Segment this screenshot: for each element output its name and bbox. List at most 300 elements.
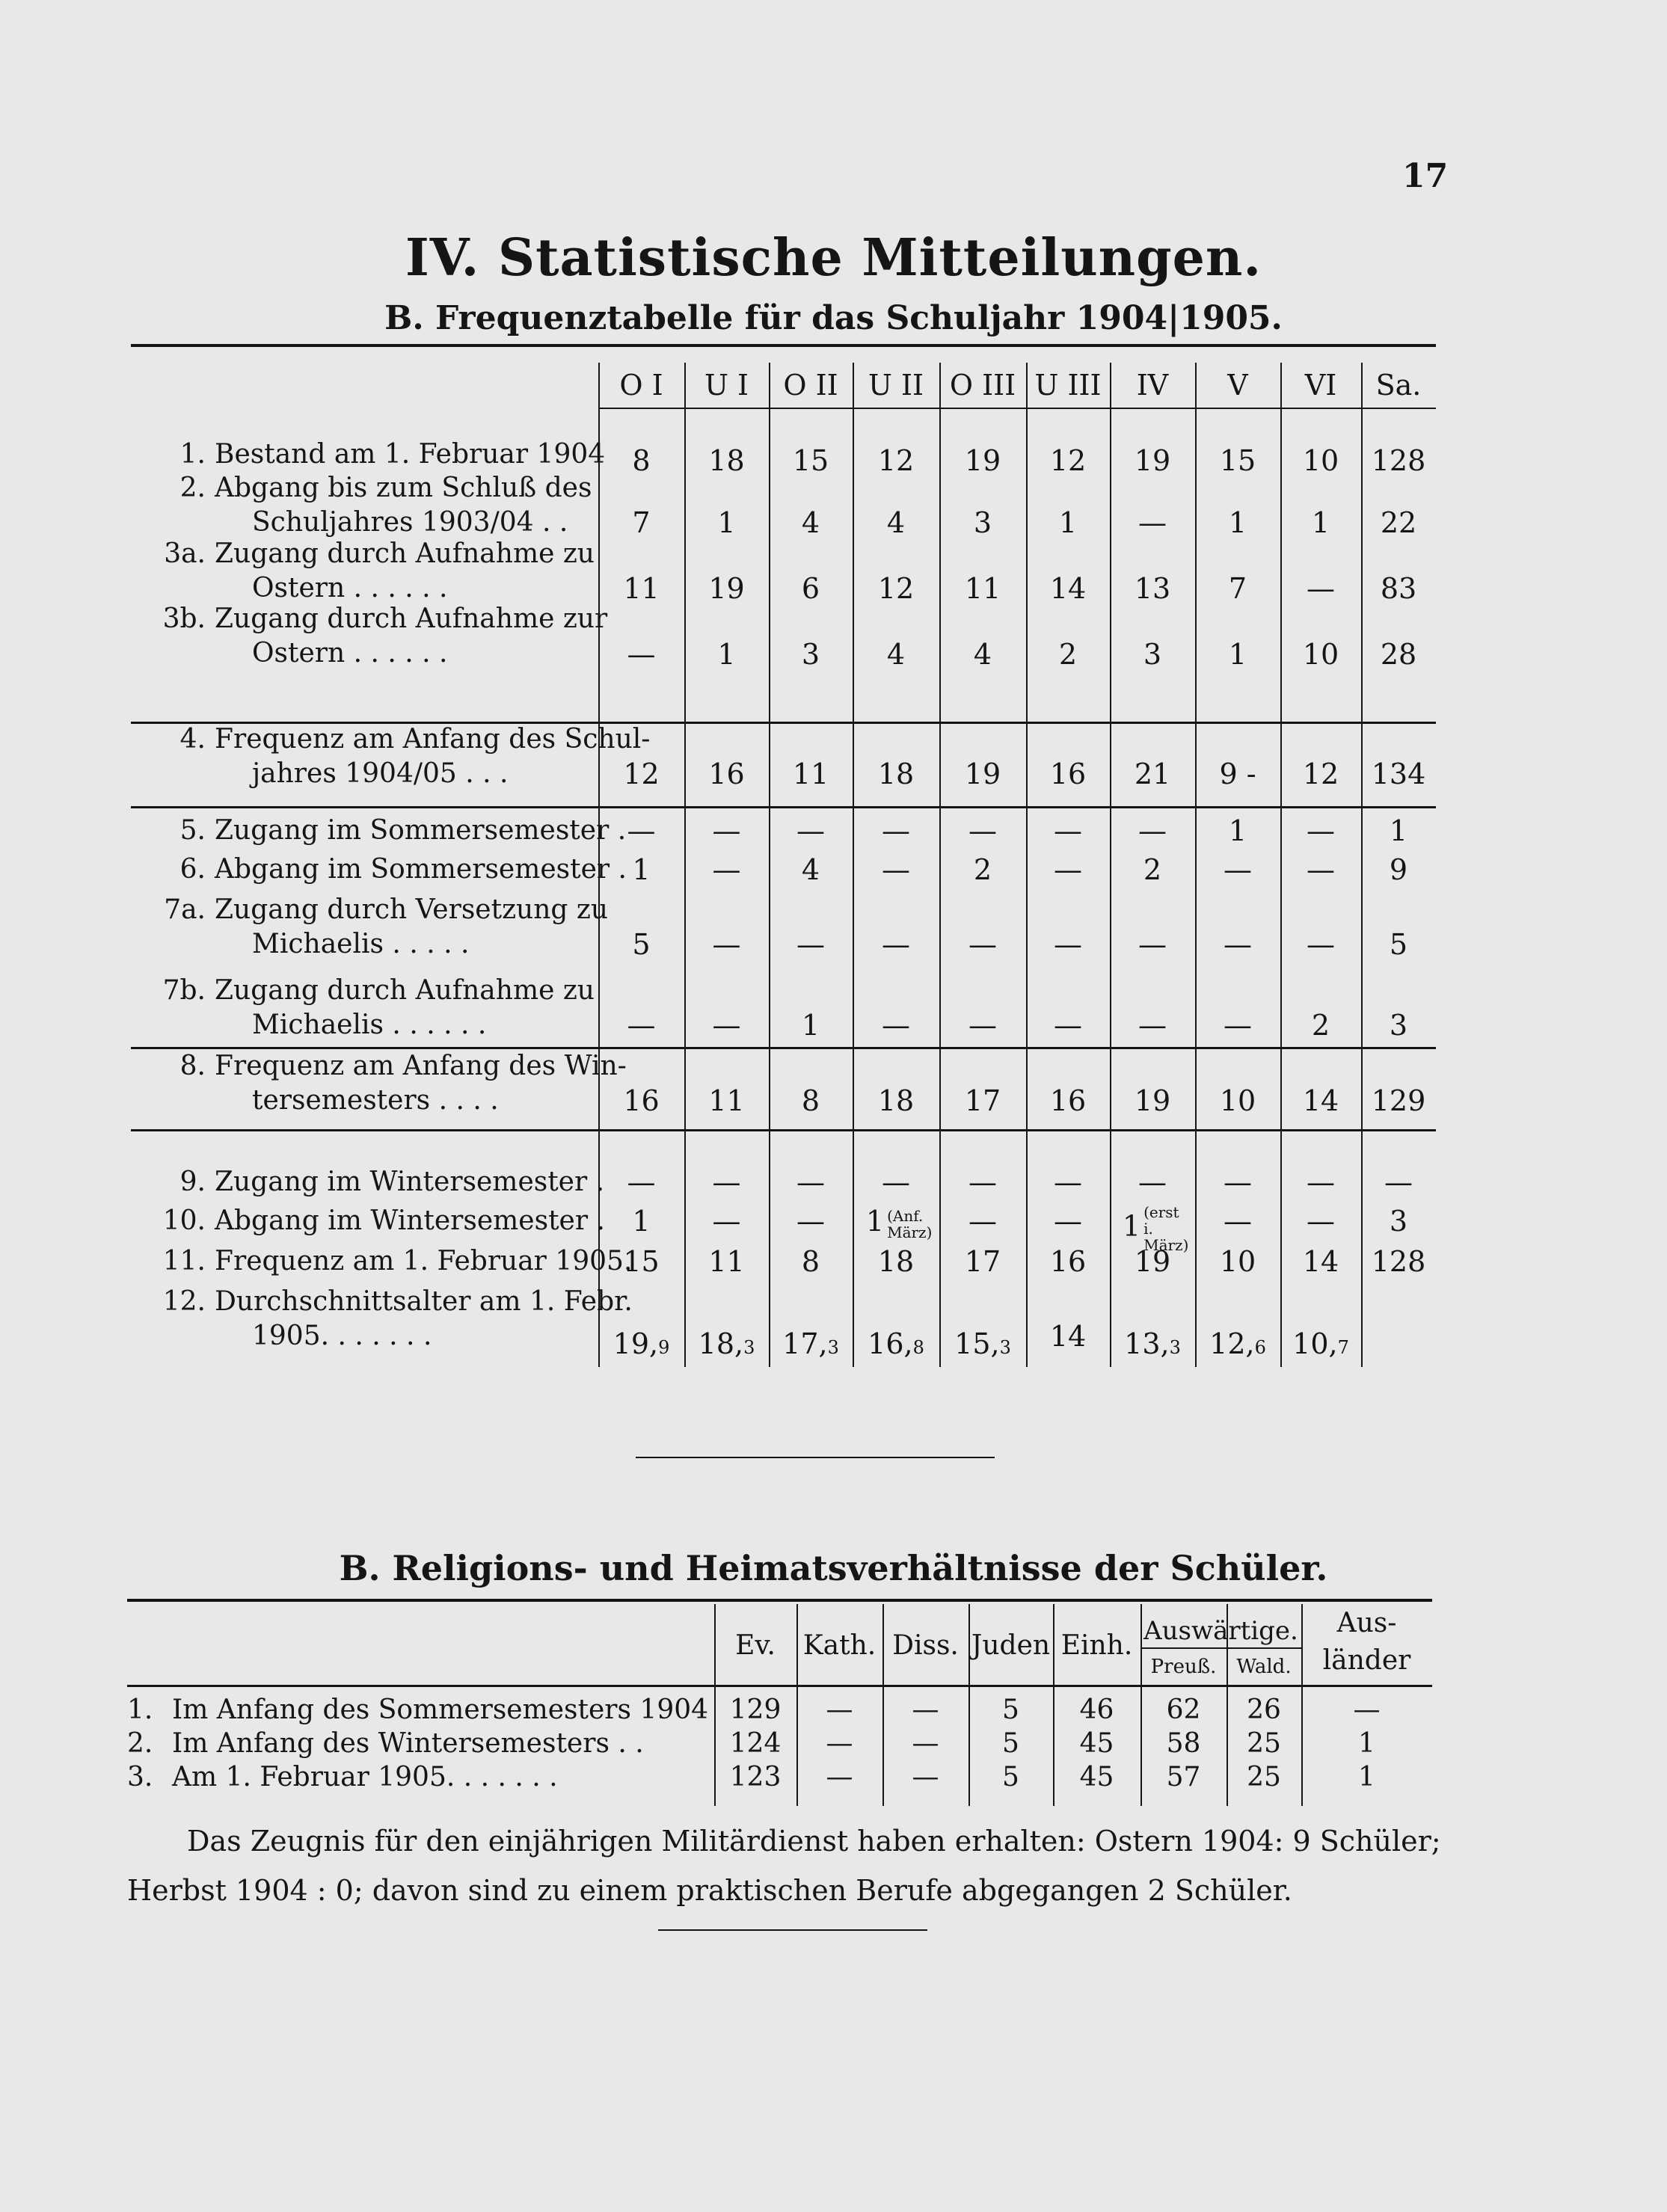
- table1-cell: [598, 1008, 684, 1042]
- table2-column-header: Preuß.: [1150, 1656, 1217, 1678]
- table1-row-label: [131, 1244, 633, 1279]
- cell-value: 18: [877, 1245, 915, 1278]
- table1-cell: [1026, 506, 1110, 540]
- table1-cell: [769, 757, 853, 791]
- row-number: 11.: [162, 1246, 206, 1276]
- cell-note: (Anf. März): [887, 1206, 933, 1241]
- table1-cell: [1280, 506, 1361, 540]
- table2-row-label: [127, 1694, 708, 1727]
- table2-column-header: Ev.: [735, 1630, 776, 1661]
- row-label-text: tersemesters . . . .: [252, 1085, 499, 1116]
- cell-value: —: [796, 928, 825, 961]
- cell-value: —: [1307, 572, 1335, 605]
- table1-cell: [853, 1244, 939, 1279]
- cell-value: —: [1138, 1166, 1167, 1199]
- cell-value: 9: [1389, 853, 1408, 886]
- table1-cell: [598, 1165, 684, 1199]
- table2-column-header: Juden: [971, 1630, 1051, 1661]
- table1-cell: [939, 852, 1026, 887]
- cell-value: 1: [632, 853, 651, 886]
- table1-cell: [598, 1204, 684, 1238]
- cell-value: 3: [1389, 1205, 1408, 1238]
- cell-value: —: [968, 814, 997, 847]
- cell-value: 19: [708, 572, 745, 605]
- cell-value: —: [882, 814, 910, 847]
- cell-value: 18: [877, 1084, 915, 1117]
- table1-row-label: [131, 506, 595, 540]
- age-decimal: 8: [912, 1337, 924, 1358]
- table2-column-header: länder: [1322, 1645, 1411, 1676]
- cell-value: 1: [717, 506, 736, 539]
- table1-cell: [1026, 757, 1110, 791]
- table2-cell: 129: [729, 1695, 782, 1725]
- cell-value: 12: [623, 758, 660, 790]
- cell-value: —: [712, 853, 741, 886]
- table1-cell: [1361, 927, 1436, 962]
- cell-value: 129: [1371, 1084, 1426, 1117]
- cell-note: (erst i. März): [1143, 1203, 1189, 1254]
- age-decimal: 6: [1254, 1337, 1266, 1358]
- table1-cell: [769, 571, 853, 606]
- table2-cell: 57: [1166, 1762, 1201, 1792]
- row-number: 2.: [179, 473, 206, 503]
- table1-cell: [1026, 571, 1110, 606]
- table1-cell: [1361, 1165, 1436, 1199]
- table1-header-rule: [598, 408, 1436, 409]
- cell-value: 15: [792, 444, 829, 477]
- table1-cell: [684, 1327, 769, 1365]
- cell-value: 15: [623, 1245, 660, 1278]
- table1-column-header: O II: [783, 369, 838, 402]
- cell-value: 4: [801, 506, 820, 539]
- cell-value: —: [1054, 1009, 1082, 1042]
- table1-cell: [1110, 443, 1195, 478]
- table1-cell: [598, 637, 684, 672]
- table1-cell: [1026, 443, 1110, 478]
- cell-value: 11: [623, 572, 660, 605]
- table2-cell: —: [912, 1695, 939, 1725]
- table2-cell: 5: [1002, 1762, 1019, 1792]
- cell-value: 8: [632, 444, 651, 477]
- table1-group-rule: [131, 1129, 1436, 1131]
- cell-value: 7: [1228, 572, 1247, 605]
- cell-value: 12: [1049, 444, 1087, 477]
- row-label-text: Bestand am 1. Februar 1904: [215, 439, 606, 470]
- cell-value: 1: [1058, 506, 1078, 539]
- cell-value: 13: [1134, 572, 1171, 605]
- table1-cell: [1110, 757, 1195, 791]
- table1-cell: [1026, 1244, 1110, 1279]
- cell-value: —: [712, 1205, 741, 1238]
- cell-value: 14: [1049, 1320, 1087, 1353]
- cell-value: 3: [801, 638, 820, 671]
- age-value: 18,: [698, 1327, 744, 1360]
- table1-cell: [598, 927, 684, 962]
- table1-cell: [1195, 852, 1280, 887]
- table2-row-label: [127, 1727, 644, 1760]
- table1-cell: [1280, 927, 1361, 962]
- row-number: 4.: [179, 724, 206, 755]
- table1-cell: [598, 443, 684, 478]
- cell-value: 11: [708, 1245, 745, 1278]
- cell-value: 18: [708, 444, 745, 477]
- table2-title: B. Religions- und Heimatsverhältnisse der Schüler.: [339, 1548, 1328, 1588]
- table1-cell: [853, 1327, 939, 1365]
- age-value: 17,: [782, 1327, 828, 1360]
- cell-value: —: [796, 1166, 825, 1199]
- row-number: 3a.: [164, 538, 206, 569]
- cell-value: 16: [1049, 1245, 1087, 1278]
- row-number: 8.: [179, 1051, 206, 1081]
- table2-cell: —: [826, 1695, 853, 1725]
- cell-value: 3: [973, 506, 992, 539]
- table1-cell: [684, 1244, 769, 1279]
- cell-value: —: [968, 1205, 997, 1238]
- table1-cell: [1280, 1327, 1361, 1365]
- table2-column-header: Einh.: [1060, 1630, 1133, 1661]
- table1-cell: [939, 1204, 1026, 1238]
- age-decimal: 9: [658, 1337, 670, 1358]
- row-label-text: Im Anfang des Sommersemesters 1904: [172, 1695, 709, 1725]
- table1-cell: [1280, 443, 1361, 478]
- table1-cell: [853, 443, 939, 478]
- table1-cell: [684, 443, 769, 478]
- cell-value: 10: [1302, 638, 1339, 671]
- row-label-text: Michaelis . . . . .: [252, 929, 470, 959]
- cell-value: 1: [1228, 814, 1247, 847]
- table1-row-label: [131, 722, 651, 757]
- table2-aus-rule: [1141, 1647, 1301, 1649]
- table1-row-label: [131, 1285, 633, 1319]
- cell-value: 8: [801, 1084, 820, 1117]
- table1-cell: [1280, 1165, 1361, 1199]
- cell-value: 19: [1134, 1084, 1171, 1117]
- table1-cell: [769, 1244, 853, 1279]
- table1-column-header: U II: [868, 369, 924, 402]
- page-number: 17: [1402, 157, 1449, 195]
- table1-cell: [684, 927, 769, 962]
- table2-cell: 1: [1358, 1762, 1375, 1792]
- table1-cell: [769, 814, 853, 848]
- table2-cell: 5: [1002, 1695, 1019, 1725]
- table1-cell: [769, 1165, 853, 1199]
- age-decimal: 3: [827, 1337, 839, 1358]
- row-label-text: Am 1. Februar 1905. . . . . . .: [172, 1762, 558, 1792]
- table1-cell: [1195, 1204, 1280, 1238]
- table1-cell: [769, 927, 853, 962]
- cell-value: 5: [1389, 928, 1408, 961]
- table1-cell: [1361, 852, 1436, 887]
- age-decimal: 3: [999, 1337, 1011, 1358]
- cell-value: —: [1054, 1166, 1082, 1199]
- table1-row-label: [131, 571, 595, 606]
- table1-cell: [1280, 571, 1361, 606]
- cell-value: 16: [623, 1084, 660, 1117]
- table1-cell: [598, 1244, 684, 1279]
- cell-value: —: [968, 1166, 997, 1199]
- table1-cell: [598, 757, 684, 791]
- cell-value: —: [1384, 1166, 1413, 1199]
- table1-cell: [853, 571, 939, 606]
- table1-cell: [853, 927, 939, 962]
- cell-value: 4: [886, 506, 906, 539]
- table2-cell: 62: [1166, 1695, 1201, 1725]
- cell-value: 14: [1049, 572, 1087, 605]
- cell-value: —: [1138, 928, 1167, 961]
- table1-cell: [1361, 757, 1436, 791]
- table1-cell: [1026, 852, 1110, 887]
- row-label-text: Zugang im Wintersemester .: [215, 1167, 605, 1197]
- cell-value: 8: [801, 1245, 820, 1278]
- table1-cell: [684, 757, 769, 791]
- cell-value: 14: [1302, 1245, 1339, 1278]
- table2-header-rule: [127, 1685, 1432, 1687]
- row-number: 7b.: [162, 975, 206, 1006]
- age-value: 10,: [1292, 1327, 1338, 1360]
- cell-value: —: [796, 814, 825, 847]
- table1-column-header: O I: [619, 369, 663, 402]
- cell-value: —: [1224, 1205, 1252, 1238]
- short-rule-bottom: [658, 1929, 927, 1931]
- row-label-text: Zugang im Sommersemester .: [215, 815, 627, 846]
- table2-cell: 5: [1002, 1728, 1019, 1759]
- table2-cell: —: [1353, 1695, 1381, 1725]
- table1-cell: [853, 637, 939, 672]
- table1-group-rule: [131, 806, 1436, 808]
- table1-cell: [853, 1084, 939, 1118]
- table1-row-label: [131, 602, 608, 636]
- cell-value: 2: [1143, 853, 1162, 886]
- cell-value: 3: [1143, 638, 1162, 671]
- table1-cell: [939, 1165, 1026, 1199]
- table1-cell: [1026, 814, 1110, 848]
- cell-value: 19: [1134, 1245, 1171, 1278]
- row-label-text: Ostern . . . . . .: [252, 638, 448, 669]
- cell-value: 1: [1122, 1209, 1141, 1243]
- cell-value: 2: [1058, 638, 1078, 671]
- row-label-text: Zugang durch Aufnahme zu: [215, 975, 595, 1006]
- cell-value: 1: [632, 1205, 651, 1238]
- cell-value: 10: [1219, 1245, 1256, 1278]
- cell-value: 3: [1389, 1009, 1408, 1042]
- cell-value: —: [882, 1009, 910, 1042]
- row-label-text: Durchschnittsalter am 1. Febr.: [215, 1286, 633, 1317]
- row-label-text: Abgang bis zum Schluß des: [215, 473, 592, 503]
- table1-cell: [1361, 814, 1436, 848]
- table1-column-header: V: [1227, 369, 1248, 402]
- cell-value: —: [1307, 1166, 1335, 1199]
- cell-value: —: [1054, 814, 1082, 847]
- cell-value: 9 -: [1219, 758, 1256, 790]
- cell-value: —: [1307, 814, 1335, 847]
- age-decimal: 3: [743, 1337, 755, 1358]
- cell-value: —: [1224, 928, 1252, 961]
- table1-cell: [1195, 637, 1280, 672]
- age-value: 19,: [613, 1327, 659, 1360]
- table1-row-label: [131, 852, 627, 887]
- cell-value: 19: [964, 444, 1001, 477]
- cell-value: 4: [886, 638, 906, 671]
- table1-row-label: [131, 1204, 605, 1238]
- table1-row-label: [131, 537, 595, 571]
- row-number: 2.: [127, 1728, 153, 1759]
- row-label-text: Abgang im Sommersemester .: [215, 854, 627, 885]
- table2-cell: 46: [1079, 1695, 1114, 1725]
- table1-cell: [1280, 852, 1361, 887]
- table1-cell: [1195, 443, 1280, 478]
- table1-cell: [1110, 637, 1195, 672]
- page-title: IV. Statistische Mitteilungen.: [405, 228, 1262, 288]
- cell-value: —: [1138, 814, 1167, 847]
- table1-row-label: [131, 636, 595, 671]
- table1-cell: [853, 757, 939, 791]
- cell-value: 12: [877, 444, 915, 477]
- table2-cell: 25: [1247, 1728, 1281, 1759]
- table2-column-header: Aus-: [1336, 1608, 1397, 1638]
- cell-value: —: [1138, 506, 1167, 539]
- table1-cell: [684, 1204, 769, 1238]
- table1-cell: [1195, 571, 1280, 606]
- table1-column-header: O III: [949, 369, 1016, 402]
- age-decimal: 3: [1169, 1337, 1181, 1358]
- cell-value: —: [627, 1009, 656, 1042]
- cell-value: —: [882, 1166, 910, 1199]
- row-label-text: Zugang durch Versetzung zu: [215, 894, 609, 925]
- table2-cell: 45: [1079, 1728, 1114, 1759]
- cell-value: 14: [1302, 1084, 1339, 1117]
- table1-row-label: [131, 927, 595, 962]
- table1-column-header: U III: [1034, 369, 1102, 402]
- row-number: 3.: [127, 1762, 153, 1792]
- row-label-text: jahres 1904/05 . . .: [252, 758, 509, 789]
- cell-value: —: [712, 1009, 741, 1042]
- table1-cell: [769, 1327, 853, 1365]
- row-number: 9.: [179, 1167, 206, 1197]
- cell-value: 11: [792, 758, 829, 790]
- age-value: 13,: [1124, 1327, 1170, 1360]
- table2-cell: 1: [1358, 1728, 1375, 1759]
- table1-cell: [769, 443, 853, 478]
- cell-value: 10: [1302, 444, 1339, 477]
- table1-cell: [1110, 1008, 1195, 1042]
- row-number: 5.: [179, 815, 206, 846]
- table1-cell: [1195, 1084, 1280, 1118]
- cell-value: 6: [801, 572, 820, 605]
- table1-cell: [1026, 1084, 1110, 1118]
- table1-cell: [853, 1165, 939, 1199]
- cell-value: 1: [1228, 506, 1247, 539]
- table1-cell: [684, 1084, 769, 1118]
- table1-row-label: [131, 471, 595, 506]
- table2-cell: 45: [1079, 1762, 1114, 1792]
- table1-cell: [1110, 1165, 1195, 1199]
- age-value: 15,: [954, 1327, 1000, 1360]
- cell-value: 128: [1371, 1245, 1426, 1278]
- table1-cell: [769, 1084, 853, 1118]
- cell-value: 1: [1311, 506, 1330, 539]
- age-decimal: 7: [1337, 1337, 1349, 1358]
- table2-cell: 25: [1247, 1762, 1281, 1792]
- cell-value: 19: [964, 758, 1001, 790]
- cell-value: 83: [1380, 572, 1417, 605]
- table1-cell: [939, 814, 1026, 848]
- row-label-text: Frequenz am Anfang des Win-: [215, 1051, 627, 1081]
- cell-value: 11: [964, 572, 1001, 605]
- table1-cell: [1361, 1244, 1436, 1279]
- cell-value: —: [627, 814, 656, 847]
- cell-value: 17: [964, 1245, 1001, 1278]
- table2-column-header: Wald.: [1236, 1656, 1292, 1678]
- table1-cell: [1110, 927, 1195, 962]
- table1-cell: [939, 1244, 1026, 1279]
- table1-row-label: [131, 1165, 605, 1199]
- table1-cell: [1110, 506, 1195, 540]
- table1-cell: [853, 814, 939, 848]
- table1-cell: [1361, 571, 1436, 606]
- footer-line-1: Das Zeugnis für den einjährigen Militärdienst haben erhalten: Ostern 1904: 9 Schüler;: [187, 1825, 1441, 1858]
- cell-value: —: [1224, 853, 1252, 886]
- table1-row-label: [131, 1084, 595, 1118]
- cell-value: 1: [801, 1009, 820, 1042]
- row-label-text: Michaelis . . . . . .: [252, 1010, 487, 1040]
- table1-cell: [1110, 1244, 1195, 1279]
- table1-cell: [684, 852, 769, 887]
- table2-cell: —: [912, 1728, 939, 1759]
- table1-cell: [1026, 1165, 1110, 1199]
- cell-value: 4: [801, 853, 820, 886]
- table1-cell: [1110, 814, 1195, 848]
- table2-cell: —: [826, 1762, 853, 1792]
- cell-value: 134: [1371, 758, 1426, 790]
- table1-cell: [1110, 1327, 1195, 1365]
- table1-cell: [1361, 1008, 1436, 1042]
- table1-cell: [1195, 1244, 1280, 1279]
- table1-cell: [1280, 757, 1361, 791]
- table1-cell: [769, 637, 853, 672]
- table1-cell: [853, 852, 939, 887]
- age-value: 16,: [868, 1327, 913, 1360]
- table1-column-header: VI: [1304, 369, 1337, 402]
- table1-cell: [1110, 571, 1195, 606]
- table1-column-header: Sa.: [1375, 369, 1422, 402]
- cell-value: 16: [1049, 1084, 1087, 1117]
- cell-value: —: [968, 928, 997, 961]
- cell-value: 5: [632, 928, 651, 961]
- table1-cell: [1195, 506, 1280, 540]
- table2-cell: 26: [1247, 1695, 1281, 1725]
- cell-value: 10: [1219, 1084, 1256, 1117]
- table1-cell: [1280, 1204, 1361, 1238]
- cell-value: 2: [1311, 1009, 1330, 1042]
- table1-cell: [1026, 637, 1110, 672]
- table1-row-label: [131, 757, 595, 791]
- table1-row-label: [131, 1049, 627, 1084]
- table1-cell: [939, 1327, 1026, 1365]
- cell-value: 1: [865, 1205, 885, 1238]
- table2-cell: 58: [1166, 1728, 1201, 1759]
- cell-value: —: [1138, 1009, 1167, 1042]
- table1-cell: [1280, 1008, 1361, 1042]
- cell-value: —: [968, 1009, 997, 1042]
- cell-value: —: [1307, 1205, 1335, 1238]
- table1-cell: [684, 1165, 769, 1199]
- table2-column-header: Diss.: [892, 1630, 959, 1661]
- table1-cell: [684, 814, 769, 848]
- table1-title: B. Frequenztabelle für das Schuljahr 1904|1905.: [384, 299, 1283, 337]
- table1-top-rule: [131, 344, 1436, 347]
- cell-value: 21: [1134, 758, 1171, 790]
- row-number: 7a.: [164, 894, 206, 925]
